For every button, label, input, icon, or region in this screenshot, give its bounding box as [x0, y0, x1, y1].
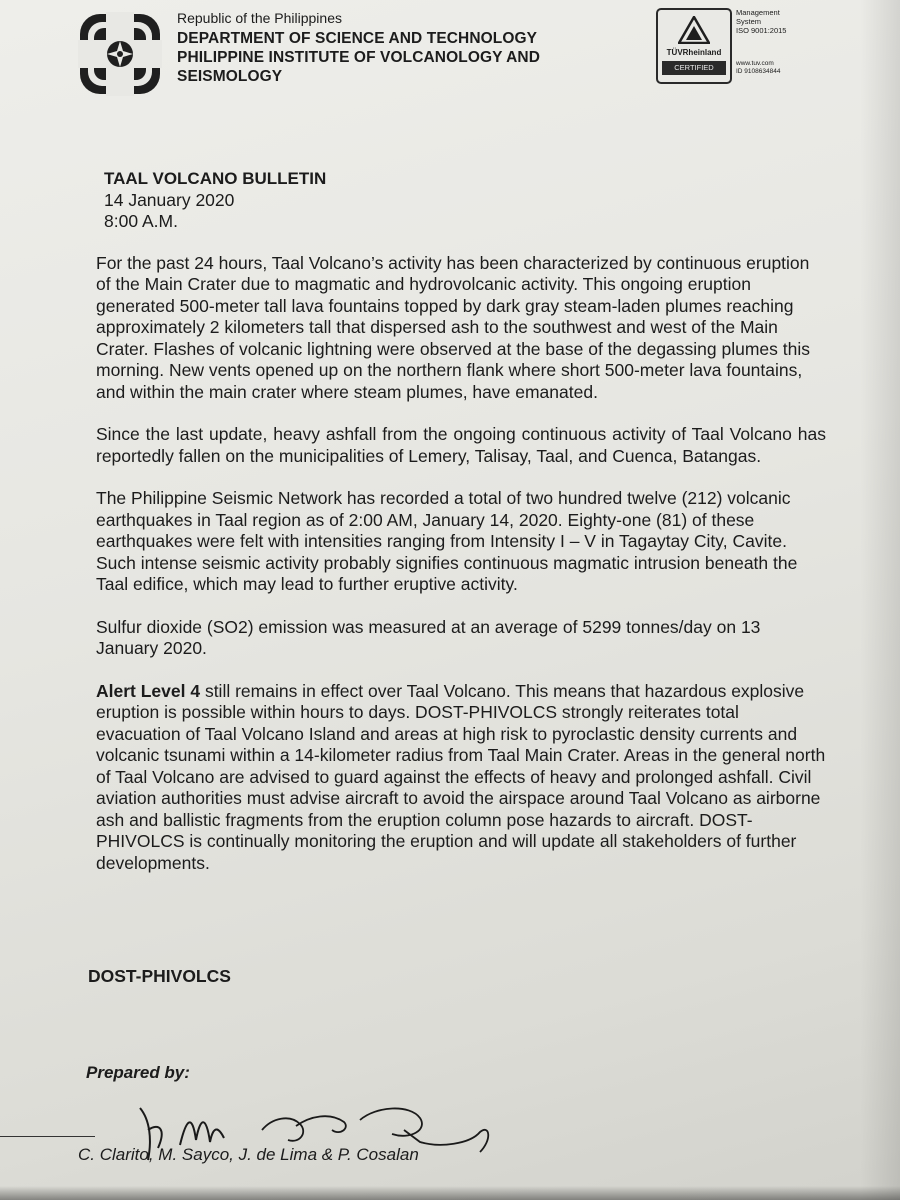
- bulletin-body: [96, 168, 826, 895]
- tuv-id: ID 9108634844: [736, 68, 781, 75]
- issuing-office: DOST-PHIVOLCS: [88, 966, 231, 986]
- bulletin-time: 8:00 A.M.: [104, 211, 178, 231]
- republic-line: Republic of the Philippines: [177, 10, 342, 26]
- tuv-website: www.tuv.com: [736, 60, 774, 67]
- alert-level-text: still remains in effect over Taal Volcano. This means that hazardous explosive eruption is possible within hours to days. DOST-PHIVOLCS strongly reiterates total evacuation of Taal Volcano Island and areas at high risk to pyroclastic density currents and volcanic tsunami within a 14-kilometer radius from Taal Main Crater. Areas in the general north of Taal Volcano are advised to guard against the effects of heavy and prolonged ashfall. Civil aviation authorities must advise aircraft to avoid the airspace around Taal Volcano as airborne ash and ballistic fragments from the eruption column pose hazards to aircraft. DOST-PHIVOLCS is continually monitoring the eruption and will update all stakeholders of further developments.: [96, 680, 826, 873]
- paper-shadow: [860, 0, 900, 1200]
- preparer-names: C. Clarito, M. Sayco, J. de Lima & P. Cosalan: [78, 1145, 419, 1164]
- bulletin-title: TAAL VOLCANO BULLETIN: [104, 169, 327, 188]
- agency-name: [177, 29, 657, 86]
- system-line-1: Management: [736, 8, 780, 17]
- tuv-triangle-icon: [678, 16, 710, 44]
- bulletin-heading: [104, 168, 826, 233]
- certified-label: CERTIFIED: [662, 61, 726, 75]
- agency-line-3: SEISMOLOGY: [177, 68, 283, 85]
- agency-line-2: PHILIPPINE INSTITUTE OF VOLCANOLOGY AND: [177, 49, 541, 66]
- letterhead-text: [177, 10, 657, 86]
- paragraph-seismic: The Philippine Seismic Network has recorded a total of two hundred twelve (212) volcanic earthquakes in Taal region as of 2:00 AM, January 14, 2020. Eighty-one (81) of these earthquakes were felt with intensities ranging from Intensity I – V in Tagaytay City, Cavite. Such intense seismic activity probably signifies continuous magmatic intrusion beneath the Taal edifice, which may lead to further eruptive activity.: [96, 488, 798, 594]
- paper-bottom-edge: [0, 1186, 900, 1200]
- iso-standard: ISO 9001:2015: [736, 26, 787, 35]
- paragraph-so2: Sulfur dioxide (SO2) emission was measured at an average of 5299 tonnes/day on 13 January 2020.: [96, 616, 761, 658]
- paragraph-ashfall: Since the last update, heavy ashfall from the ongoing continuous activity of Taal Volcano has reportedly fallen on the municipalities of Lemery, Talisay, Taal, and Cuenca, Batangas.: [96, 424, 826, 466]
- alert-level-label: Alert Level 4: [96, 680, 201, 701]
- management-system: [736, 8, 816, 35]
- dost-seal-icon: [78, 12, 162, 96]
- tuv-badge: [656, 8, 732, 84]
- paragraph-activity: For the past 24 hours, Taal Volcano’s activity has been characterized by continuous eruption of the Main Crater due to magmatic and hydrovolcanic activity. This ongoing eruption generated 500-meter tall lava fountains topped by dark gray steam-laden plumes reaching approximately 2 kilometers tall that dispersed ash to the southwest and west of the Main Crater. Flashes of volcanic lightning were observed at the base of the degassing plumes this morning. New vents opened up on the northern flank where short 500-meter lava fountains, and within the main crater where steam plumes, have emanated.: [96, 252, 811, 402]
- bulletin-date: 14 January 2020: [104, 189, 235, 210]
- paragraph-alert: [96, 681, 826, 875]
- system-line-2: System: [736, 17, 762, 26]
- tuv-name: TÜVRheinland: [666, 48, 722, 57]
- letterhead: [78, 10, 898, 105]
- agency-line-1: DEPARTMENT OF SCIENCE AND TECHNOLOGY: [177, 30, 538, 47]
- prepared-by-label: Prepared by:: [86, 1063, 190, 1082]
- certificate-id: [736, 60, 816, 76]
- certification-mark: [656, 8, 816, 88]
